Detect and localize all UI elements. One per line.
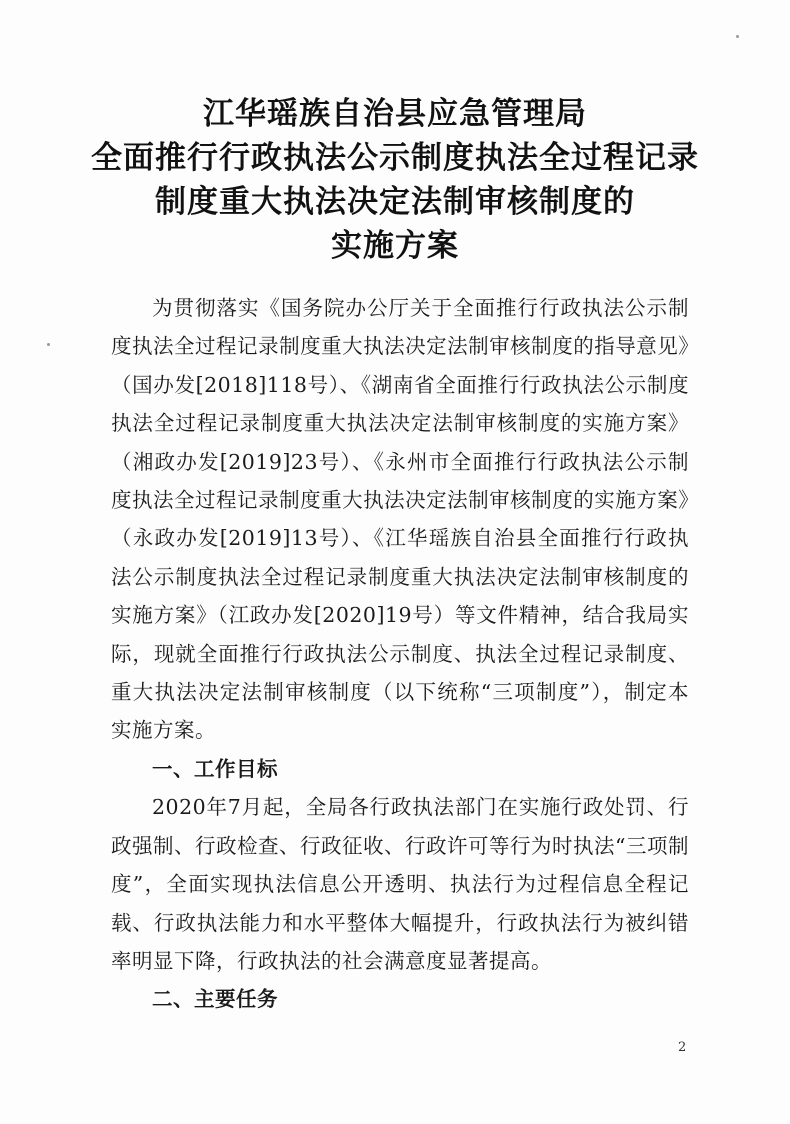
document-body (111, 289, 689, 1019)
page-number: 2 (678, 1040, 687, 1055)
section-heading-tasks: 二、主要任务 (152, 987, 278, 1012)
title-line-1: 江华瑶族自治县应急管理局 (203, 96, 587, 132)
title-line-2: 全面推行行政执法公示制度执法全过程记录 (91, 140, 699, 176)
goals-paragraph: 2020年7月起，全局各行政执法部门在实施行政处罚、行政强制、行政检查、行政征收、行政许可等行为时执法“三项制度”，全面实现执法信息公开透明、执法行为过程信息全程记载、行政执法能力和水平整体大幅提升，行政执法行为被纠错率明显下降，行政执法的社会满意度显著提高。 (111, 795, 689, 973)
title-line-3: 制度重大执法决定法制审核制度的 (155, 184, 635, 220)
scan-speck (736, 35, 739, 38)
section-heading-goals: 一、工作目标 (152, 756, 278, 781)
intro-paragraph: 为贯彻落实《国务院办公厅关于全面推行行政执法公示制度执法全过程记录制度重大执法决定法制审核制度的指导意见》（国办发[2018]118号）、《湖南省全面推行行政执法公示制度执法全过程记录制度重大执法决定法制审核制度的实施方案》（湘政办发[2019]23号）、《永州市全面推行行政执法公示制度执法全过程记录制度重大执法决定法制审核制度的实施方案》（永政办发[2019]13号）、《江华瑶族自治县全面推行行政执法公示制度执法全过程记录制度重大执法决定法制审核制度的实施方案》（江政办发[2020]19号）等文件精神，结合我局实际，现就全面推行行政执法公示制度、执法全过程记录制度、重大执法决定法制审核制度（以下统称“三项制度”），制定本实施方案。 (111, 296, 689, 743)
title-line-4: 实施方案 (331, 228, 459, 264)
scan-speck (47, 343, 50, 346)
document-title (0, 92, 790, 268)
